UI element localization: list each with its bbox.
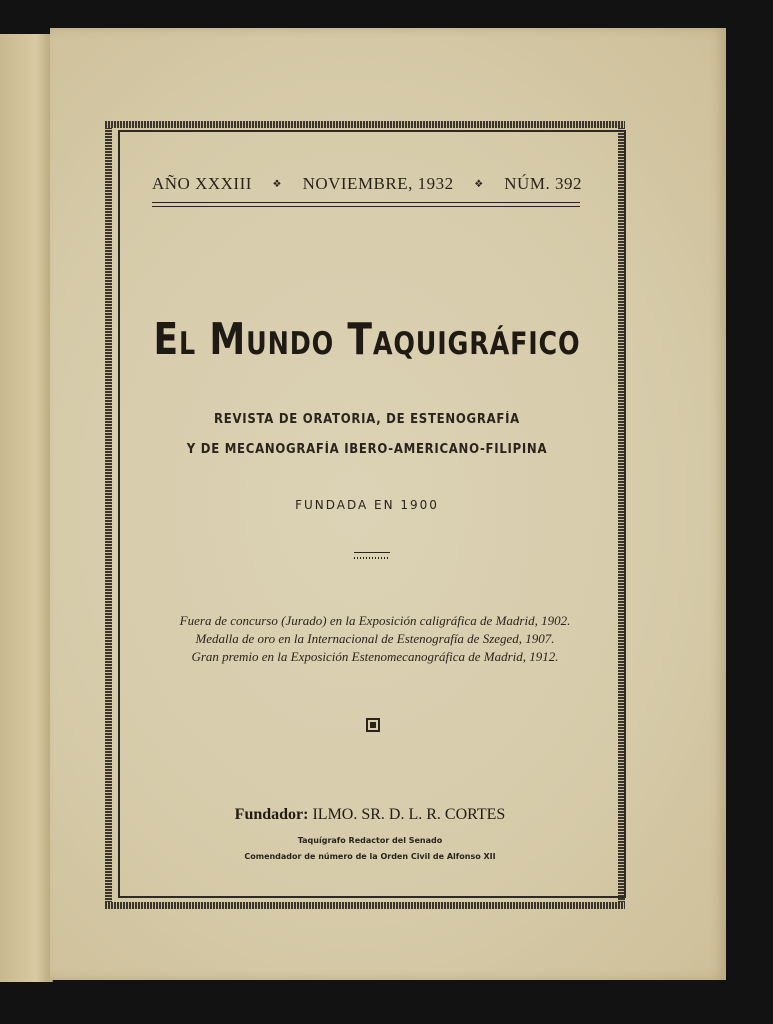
header-rule: [152, 202, 580, 207]
founded-year: FUNDADA EN 1900: [295, 498, 439, 512]
issue-date: NOVIEMBRE, 1932: [302, 174, 454, 193]
founder-name: ILMO. SR. D. L. R. CORTES: [312, 806, 506, 823]
issue-year: AÑO XXXIII: [152, 174, 252, 193]
left-page-edge: [0, 34, 53, 982]
awards-list: [50, 612, 700, 666]
award-line: Medalla de oro en la Internacional de Estenografía de Szeged, 1907.: [195, 631, 555, 646]
cover-page: [50, 28, 726, 980]
separator-diamond-icon: ❖: [272, 178, 282, 190]
inner-border: [118, 130, 626, 898]
founder-note-2: Comendador de número de la Orden Civil de Alfonso XII: [244, 852, 496, 861]
ornament-rule: [354, 552, 390, 561]
award-line: Fuera de concurso (Jurado) en la Exposición caligráfica de Madrid, 1902.: [179, 613, 571, 628]
subtitle-line-2: Y DE MECANOGRAFÍA IBERO-AMERICANO-FILIPINA: [186, 442, 548, 457]
award-line: Gran premio en la Exposición Estenomecanográfica de Madrid, 1912.: [191, 649, 559, 664]
square-ornament-icon: [366, 718, 380, 732]
issue-header: [152, 174, 582, 194]
subtitle-line-1: REVISTA DE ORATORIA, DE ESTENOGRAFÍA: [214, 412, 520, 427]
founder-label: Fundador:: [234, 806, 309, 823]
separator-diamond-icon: ❖: [474, 178, 484, 190]
magazine-title: El Mundo Taquigráfico: [153, 314, 581, 365]
issue-number: NÚM. 392: [504, 174, 582, 193]
founder-note-1: Taquígrafo Redactor del Senado: [297, 836, 443, 845]
founder-line: [50, 806, 690, 824]
